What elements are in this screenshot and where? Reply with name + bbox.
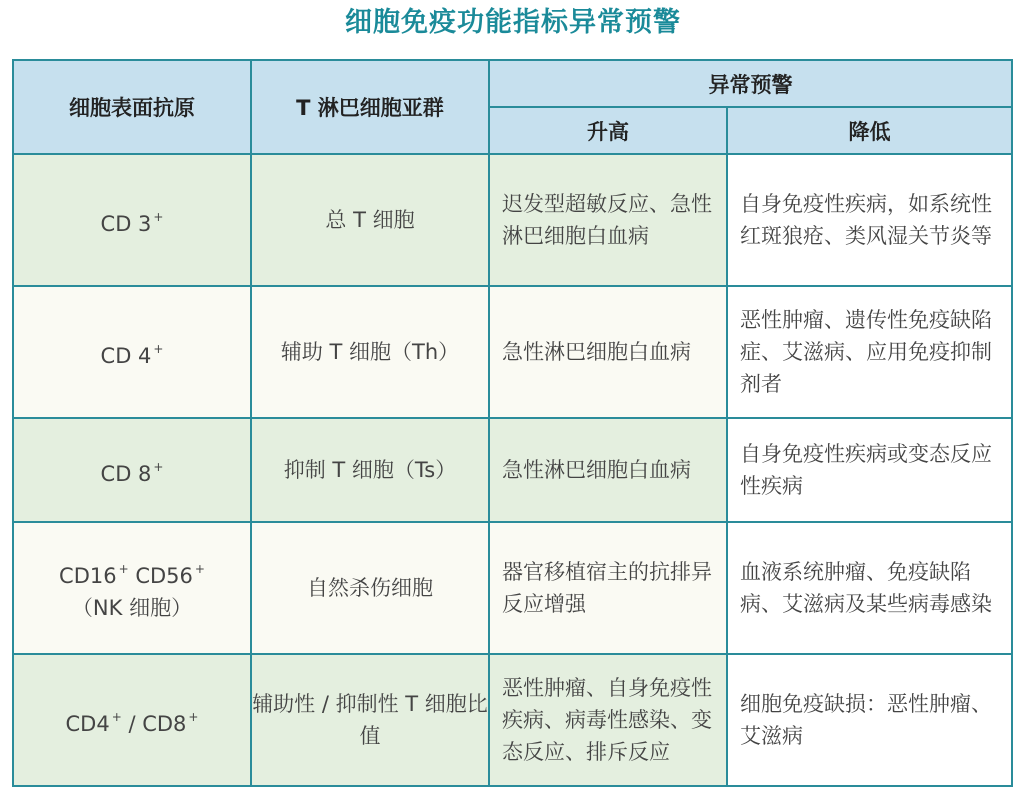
- antigen-cell: CD 8 +: [13, 418, 251, 522]
- low-cell: 血液系统肿瘤、免疫缺陷病、艾滋病及某些病毒感染: [727, 522, 1012, 654]
- low-cell: 自身免疫性疾病或变态反应性疾病: [727, 418, 1012, 522]
- table-row: [13, 654, 1012, 786]
- immune-warning-table: [12, 59, 1013, 787]
- table-row: [13, 286, 1012, 418]
- subset-cell: 自然杀伤细胞: [251, 522, 489, 654]
- low-cell: 细胞免疫缺损：恶性肿瘤、艾滋病: [727, 654, 1012, 786]
- antigen-cell: CD 4 +: [13, 286, 251, 418]
- header-high: 升高: [489, 107, 727, 154]
- subset-cell: 辅助性 / 抑制性 T 细胞比值: [251, 654, 489, 786]
- table-row: [13, 522, 1012, 654]
- header-warning: 异常预警: [489, 60, 1012, 107]
- table-row: [13, 418, 1012, 522]
- page-title: 细胞免疫功能指标异常预警: [345, 7, 681, 38]
- low-cell: 恶性肿瘤、遗传性免疫缺陷症、艾滋病、应用免疫抑制剂者: [727, 286, 1012, 418]
- subset-cell: 总 T 细胞: [251, 154, 489, 286]
- antigen-cell: CD4 + / CD8 +: [13, 654, 251, 786]
- high-cell: 迟发型超敏反应、急性淋巴细胞白血病: [489, 154, 727, 286]
- subset-cell: 抑制 T 细胞（Ts）: [251, 418, 489, 522]
- low-cell: 自身免疫性疾病，如系统性红斑狼疮、类风湿关节炎等: [727, 154, 1012, 286]
- high-cell: 恶性肿瘤、自身免疫性疾病、病毒性感染、变态反应、排斥反应: [489, 654, 727, 786]
- table-row: [13, 154, 1012, 286]
- antigen-cell: CD16 + CD56 + （NK 细胞）: [13, 522, 251, 654]
- high-cell: 急性淋巴细胞白血病: [489, 418, 727, 522]
- header-antigen: 细胞表面抗原: [13, 60, 251, 154]
- high-cell: 急性淋巴细胞白血病: [489, 286, 727, 418]
- subset-cell: 辅助 T 细胞（Th）: [251, 286, 489, 418]
- high-cell: 器官移植宿主的抗排异反应增强: [489, 522, 727, 654]
- header-subset: T 淋巴细胞亚群: [251, 60, 489, 154]
- antigen-cell: CD 3 +: [13, 154, 251, 286]
- header-low: 降低: [727, 107, 1012, 154]
